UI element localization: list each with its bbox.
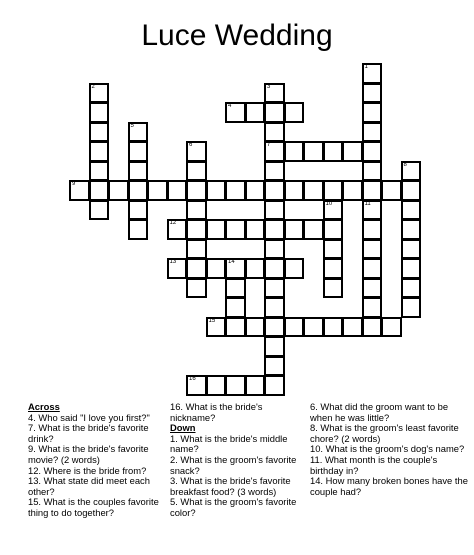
grid-cell[interactable] [89,122,110,143]
grid-cell[interactable] [128,161,149,182]
cell-number: 3 [267,83,271,90]
cell-number: 10 [325,200,333,207]
grid-cell[interactable] [206,375,227,396]
down-clue-2: 2. What is the groom's favorite snack? [170,453,297,476]
grid-cell[interactable] [264,336,285,357]
grid-cell[interactable] [264,102,285,123]
grid-cell[interactable] [264,278,285,299]
grid-cell[interactable] [186,278,207,299]
cell-number: 14 [228,259,235,265]
grid-cell[interactable] [225,375,246,396]
across-clue-4: 4. Who said "I love you first?" [28,411,150,423]
grid-cell[interactable] [284,317,305,338]
grid-cell[interactable] [147,180,168,201]
grid-cell[interactable] [245,317,266,338]
grid-cell[interactable] [167,180,188,201]
grid-cell[interactable] [401,161,422,182]
down-clue-5: 5. What is the groom's favorite color? [170,496,297,518]
grid-cell[interactable] [362,180,383,201]
cell-number: 9 [72,181,76,187]
grid-cell[interactable] [381,317,402,338]
grid-cell[interactable] [401,239,422,260]
grid-cell[interactable] [128,200,149,221]
grid-cell[interactable] [264,375,285,396]
grid-cell[interactable] [362,122,383,143]
grid-cell[interactable] [245,180,266,201]
grid-cell[interactable] [89,102,110,123]
grid-cell[interactable] [128,122,149,143]
grid-cell[interactable] [69,180,90,201]
cell-number: 12 [169,220,177,226]
grid-cell[interactable] [362,278,383,299]
cell-number: 15 [208,317,216,324]
grid-cell[interactable] [401,297,422,318]
down-clue-14: 14. How many broken bones have the couple had? [310,475,468,497]
grid-cell[interactable] [128,219,149,240]
grid-cell[interactable] [89,141,110,162]
grid-cell[interactable] [342,317,363,338]
across-clue-9: 9. What is the bride's favorite movie? (2 words) [28,443,149,465]
grid-cell[interactable] [264,141,285,162]
grid-cell[interactable] [186,200,207,221]
grid-cell[interactable] [362,102,383,123]
grid-cell[interactable] [323,317,344,338]
grid-cell[interactable] [264,219,285,240]
grid-cell[interactable] [362,200,383,221]
grid-cell[interactable] [128,141,149,162]
grid-cell[interactable] [362,63,383,84]
grid-cell[interactable] [284,141,305,162]
grid-cell[interactable] [225,219,246,240]
across-heading: Across [28,401,60,412]
down-clue-3: 3. What is the bride's favorite breakfast food? (3 words) [170,475,291,497]
puzzle-title: Luce Wedding [141,19,333,52]
cell-number: 7 [267,142,271,148]
grid-cell[interactable] [186,161,207,182]
grid-cell[interactable] [245,258,266,279]
grid-cell[interactable] [245,375,266,396]
grid-cell[interactable] [206,180,227,201]
grid-cell[interactable] [303,219,324,240]
grid-cell[interactable] [264,122,285,143]
grid-cell[interactable] [303,317,324,338]
grid-cell[interactable] [245,219,266,240]
cell-number: 5 [130,122,134,129]
grid-cell[interactable] [186,219,207,240]
grid-cell[interactable] [225,278,246,299]
grid-cell[interactable] [342,180,363,201]
grid-cell[interactable] [323,258,344,279]
across-clue-12: 12. Where is the bride from? [28,464,147,476]
clue-column-left [28,402,170,519]
grid-cell[interactable] [342,141,363,162]
across-clue-7: 7. What is the bride's favorite drink? [28,422,149,444]
grid-cell[interactable] [401,278,422,299]
clue-column-middle [170,402,305,519]
clue-column-right [310,402,470,497]
grid-cell[interactable] [323,200,344,221]
grid-cell[interactable] [362,297,383,318]
grid-cell[interactable] [264,239,285,260]
grid-cell[interactable] [264,356,285,377]
grid-cell[interactable] [206,317,227,338]
grid-cell[interactable] [186,141,207,162]
grid-cell[interactable] [167,219,188,240]
grid-cell[interactable] [186,375,207,396]
grid-cell[interactable] [362,161,383,182]
grid-cell[interactable] [225,317,246,338]
down-clue-11: 11. What month is the couple's birthday in? [310,453,438,476]
grid-cell[interactable] [323,239,344,260]
grid-cell[interactable] [225,258,246,279]
grid-cell[interactable] [245,102,266,123]
grid-cell[interactable] [186,180,207,201]
grid-cell[interactable] [264,297,285,318]
grid-cell[interactable] [89,200,110,221]
grid-cell[interactable] [401,258,422,279]
grid-cell[interactable] [89,180,110,201]
down-heading: Down [170,422,196,434]
grid-cell[interactable] [362,258,383,279]
grid-cell[interactable] [108,180,129,201]
grid-cell[interactable] [264,161,285,182]
grid-cell[interactable] [186,258,207,279]
grid-cell[interactable] [362,141,383,162]
grid-cell[interactable] [401,200,422,221]
grid-cell[interactable] [225,180,246,201]
grid-cell[interactable] [206,219,227,240]
grid-cell[interactable] [323,180,344,201]
cell-number: 6 [189,142,193,148]
across-clue-13: 13. What state did meet each other? [28,475,150,497]
grid-cell[interactable] [186,239,207,260]
cell-number: 1 [364,64,368,70]
grid-cell[interactable] [303,180,324,201]
grid-cell[interactable] [206,258,227,279]
grid-cell[interactable] [128,180,149,201]
grid-cell[interactable] [362,219,383,240]
grid-cell[interactable] [284,258,305,279]
grid-cell[interactable] [381,180,402,201]
grid-cell[interactable] [167,258,188,279]
grid-cell[interactable] [264,180,285,201]
across-clue-15: 15. What is the couples favorite thing to do together? [28,496,159,518]
grid-cell[interactable] [401,219,422,240]
grid-cell[interactable] [225,102,246,123]
cell-number: 16 [189,376,196,382]
grid-cell[interactable] [362,317,383,338]
down-clue-1: 1. What is the bride's middle name? [170,432,288,455]
grid-cell[interactable] [89,161,110,182]
grid-cell[interactable] [323,141,344,162]
cell-number: 13 [169,259,177,265]
across-clue-16: 16. What is the bride's nickname? [170,401,263,423]
grid-cell[interactable] [303,141,324,162]
grid-cell[interactable] [323,219,344,240]
down-clue-10: 10. What is the groom's dog's name? [310,443,465,455]
grid-cell[interactable] [284,219,305,240]
cell-number: 8 [403,161,407,168]
grid-cell[interactable] [264,258,285,279]
cell-number: 11 [364,200,371,207]
grid-cell[interactable] [225,297,246,318]
grid-cell[interactable] [264,200,285,221]
grid-cell[interactable] [362,239,383,260]
grid-cell[interactable] [264,83,285,104]
cell-number: 4 [228,103,232,109]
grid-cell[interactable] [401,180,422,201]
grid-cell[interactable] [362,83,383,104]
grid-cell[interactable] [284,180,305,201]
cell-number: 2 [91,83,95,90]
grid-cell[interactable] [89,83,110,104]
grid-cell[interactable] [323,278,344,299]
down-clue-6: 6. What did the groom want to be when he was little? [310,401,449,423]
down-clue-8: 8. What is the groom's least favorite chore? (2 words) [310,422,459,444]
grid-cell[interactable] [284,102,305,123]
grid-cell[interactable] [264,317,285,338]
